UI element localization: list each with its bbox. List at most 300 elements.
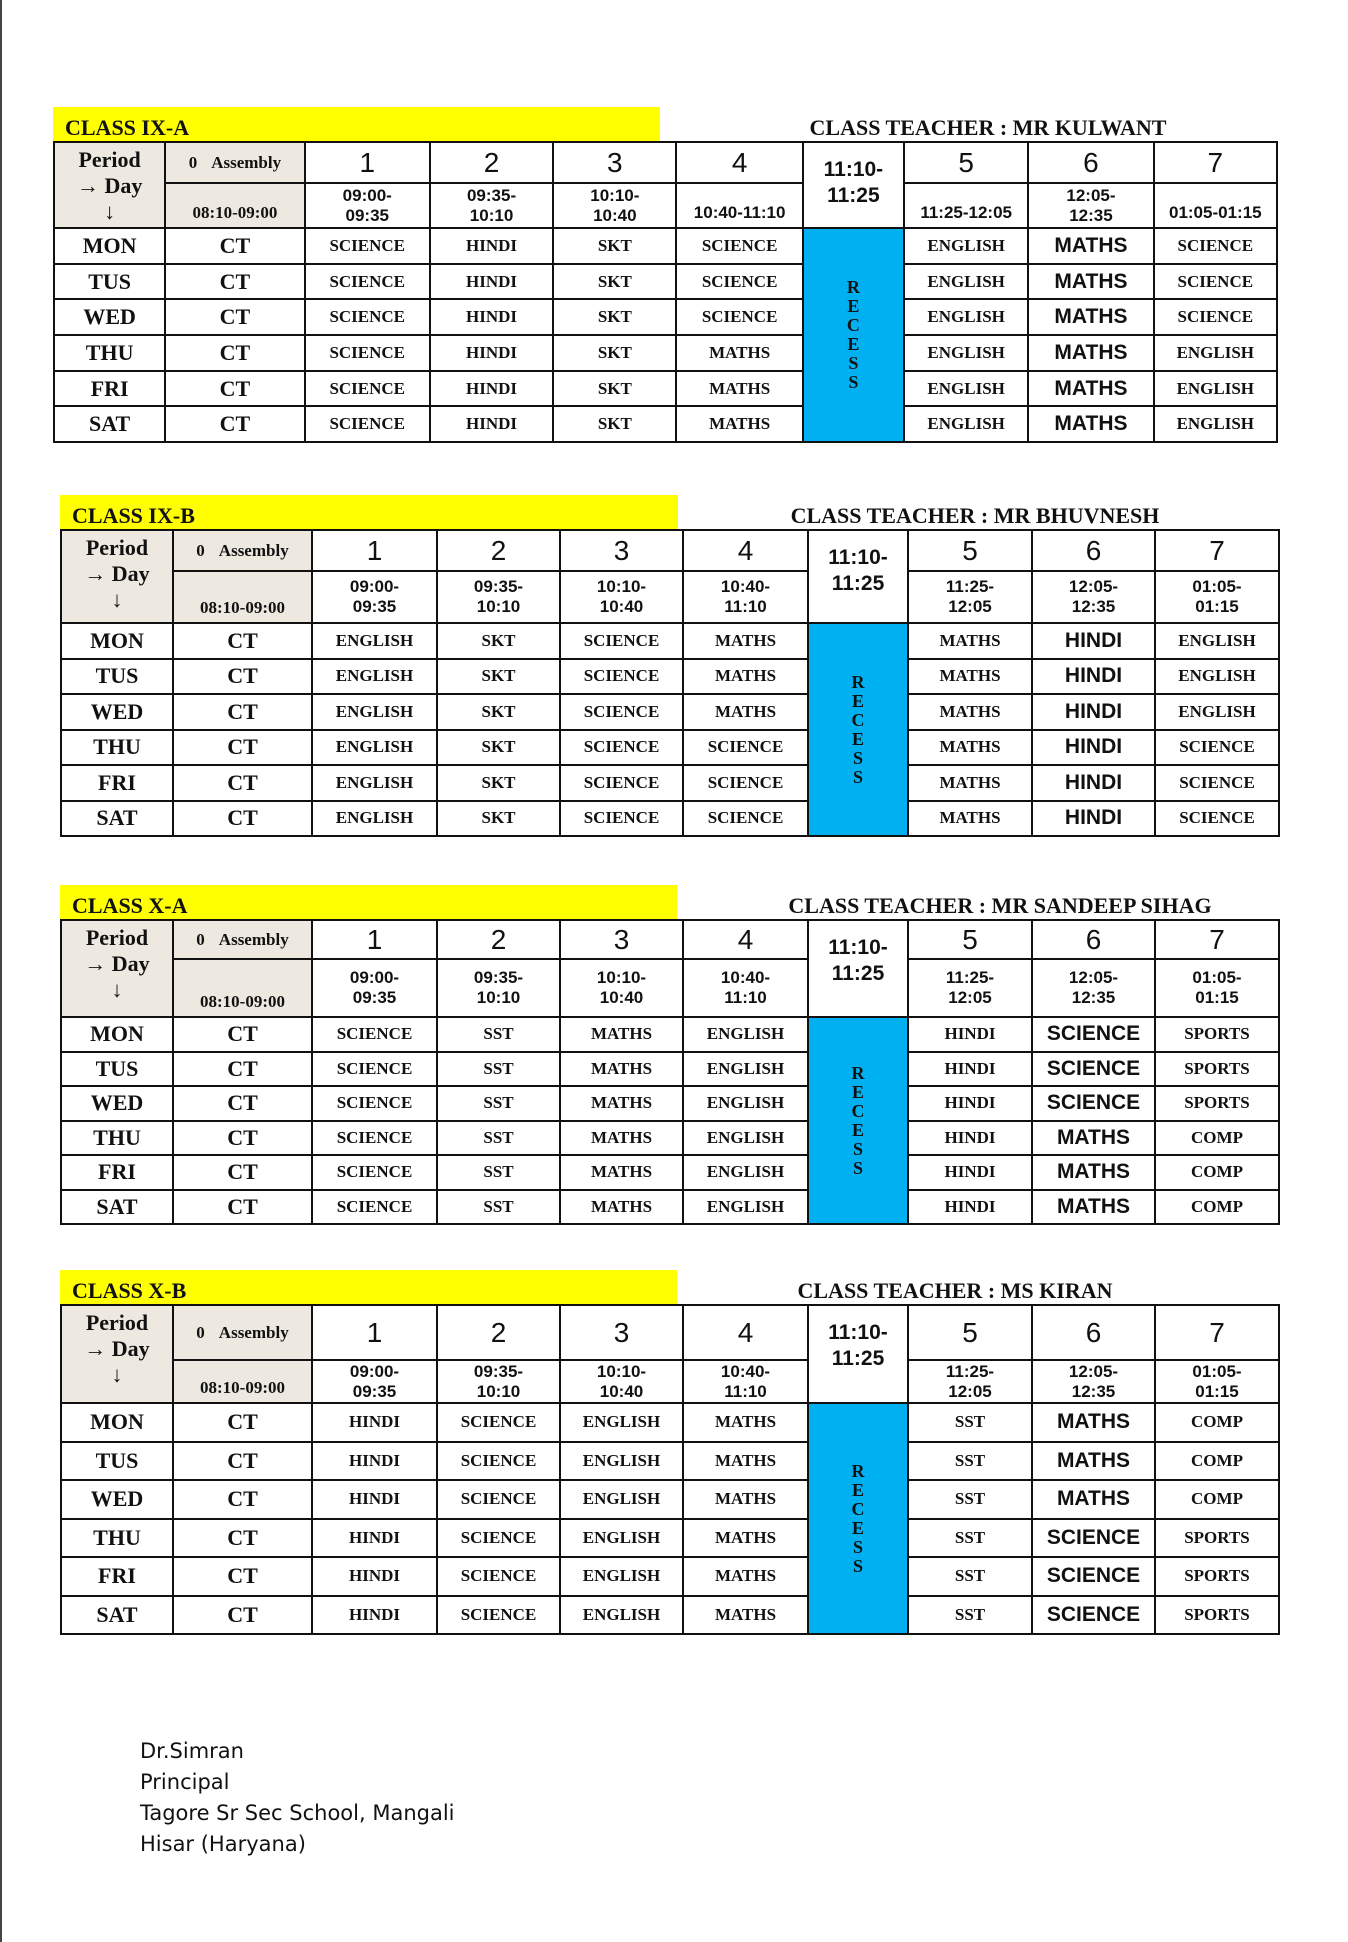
- period-time-line: 09:35-: [473, 968, 524, 987]
- recess-time-line: 11:25: [831, 962, 885, 985]
- recess-letter: E: [851, 1517, 864, 1538]
- period-time-line: 10:40-: [720, 577, 771, 596]
- period-time-6: [1028, 183, 1153, 228]
- subject-cell: MATHS: [1032, 1480, 1155, 1519]
- recess-time-line: 11:25: [831, 1347, 885, 1370]
- subject-cell: SCIENCE: [312, 1121, 437, 1156]
- subject-cell: SKT: [437, 694, 560, 730]
- subject-cell: MATHS: [908, 659, 1032, 695]
- period-time-line: 10:10-: [596, 968, 647, 987]
- subject-cell: MATHS: [683, 694, 808, 730]
- down-arrow-icon: ↓: [111, 977, 123, 1002]
- subject-cell: ENGLISH: [560, 1480, 683, 1519]
- assembly-cell: CT: [173, 1403, 312, 1442]
- table-row-wed: [61, 1086, 1279, 1121]
- recess-letter: E: [851, 728, 864, 749]
- assembly-header: [173, 920, 312, 959]
- day-arrow-label: → Day: [76, 173, 143, 198]
- period-time-line: 10:40: [599, 1381, 644, 1401]
- period-number-2: 2: [430, 142, 553, 183]
- day-label: MON: [54, 228, 165, 264]
- period-number-2: 2: [437, 1305, 560, 1360]
- period-number-7: 7: [1155, 920, 1279, 959]
- table-row-wed: [61, 694, 1279, 730]
- subject-cell: HINDI: [430, 299, 553, 335]
- table-row-thu: [61, 1519, 1279, 1558]
- subject-cell: MATHS: [683, 1596, 808, 1635]
- period-time-line: 10:10: [476, 1381, 521, 1401]
- subject-cell: SCIENCE: [560, 694, 683, 730]
- period-label: Period: [78, 147, 141, 172]
- period-time-2: [437, 959, 560, 1017]
- subject-cell: MATHS: [683, 623, 808, 659]
- timetable: [60, 529, 1280, 837]
- period-time-line: 12:35: [1069, 205, 1113, 225]
- assembly-cell: CT: [173, 1519, 312, 1558]
- assembly-number: 0: [196, 540, 205, 560]
- period-time-3: [553, 183, 676, 228]
- period-time-line: 10:40-: [720, 968, 771, 987]
- subject-cell: SCIENCE: [1154, 264, 1277, 300]
- assembly-number: 0: [196, 929, 205, 949]
- period-time-line: 09:00-: [349, 968, 400, 987]
- subject-cell: SCIENCE: [437, 1596, 560, 1635]
- subject-cell: ENGLISH: [683, 1052, 808, 1087]
- day-label: TUS: [61, 1442, 173, 1481]
- period-number-3: 3: [560, 1305, 683, 1360]
- period-time-5: [908, 1360, 1032, 1403]
- period-time-line: 11:25-: [945, 968, 995, 987]
- subject-cell: SKT: [553, 335, 676, 371]
- period-number-2: 2: [437, 530, 560, 571]
- subject-cell: MATHS: [908, 801, 1032, 837]
- table-row-sat: [61, 1190, 1279, 1225]
- period-number-6: 6: [1028, 142, 1153, 183]
- table-row-thu: [61, 730, 1279, 766]
- assembly-cell: CT: [173, 730, 312, 766]
- period-time-4: [676, 183, 802, 228]
- recess-time-line: 11:10-: [828, 1321, 888, 1344]
- day-label: THU: [61, 730, 173, 766]
- recess-time-header: [808, 530, 908, 623]
- day-label: SAT: [61, 801, 173, 837]
- subject-cell: HINDI: [430, 264, 553, 300]
- period-number-1: 1: [312, 530, 437, 571]
- period-number-7: 7: [1155, 530, 1279, 571]
- down-arrow-icon: ↓: [111, 1362, 123, 1387]
- period-time-2: [437, 1360, 560, 1403]
- header-row-period-numbers: [61, 530, 1279, 571]
- subject-cell: MATHS: [1028, 371, 1153, 407]
- period-time-line: 01:15: [1195, 1381, 1239, 1401]
- period-time-line: 12:35: [1071, 988, 1116, 1007]
- subject-cell: HINDI: [908, 1190, 1032, 1225]
- table-row-sat: [61, 801, 1279, 837]
- assembly-cell: CT: [173, 1190, 312, 1225]
- assembly-cell: CT: [173, 1052, 312, 1087]
- period-number-4: 4: [683, 920, 808, 959]
- class-teacher-label: CLASS TEACHER : MR SANDEEP SIHAG: [788, 893, 1212, 918]
- subject-cell: HINDI: [312, 1442, 437, 1481]
- subject-cell: HINDI: [430, 335, 553, 371]
- subject-cell: SCIENCE: [560, 659, 683, 695]
- subject-cell: HINDI: [430, 228, 553, 264]
- period-number-6: 6: [1032, 920, 1155, 959]
- subject-cell: ENGLISH: [904, 406, 1028, 442]
- timetable-title-row: [53, 107, 1278, 141]
- subject-cell: SCIENCE: [312, 1086, 437, 1121]
- assembly-cell: CT: [165, 299, 304, 335]
- period-time-3: [560, 1360, 683, 1403]
- recess-letter: S: [852, 747, 863, 768]
- assembly-time: 08:10-09:00: [173, 571, 312, 623]
- period-time-line: 12:05-: [1066, 185, 1116, 205]
- day-arrow-label: → Day: [84, 951, 150, 976]
- subject-cell: COMP: [1155, 1190, 1279, 1225]
- assembly-cell: CT: [173, 694, 312, 730]
- period-time-line: 12:05-: [1068, 968, 1119, 987]
- subject-cell: COMP: [1155, 1442, 1279, 1481]
- subject-cell: HINDI: [1032, 623, 1155, 659]
- subject-cell: ENGLISH: [1155, 694, 1279, 730]
- period-number-1: 1: [305, 142, 430, 183]
- period-time-4: [683, 1360, 808, 1403]
- subject-cell: MATHS: [1028, 299, 1153, 335]
- recess-letter: E: [851, 1081, 864, 1102]
- subject-cell: SKT: [437, 659, 560, 695]
- subject-cell: SCIENCE: [560, 730, 683, 766]
- subject-cell: ENGLISH: [904, 335, 1028, 371]
- recess-time-line: 11:25: [831, 572, 885, 595]
- subject-cell: ENGLISH: [312, 694, 437, 730]
- assembly-cell: CT: [165, 335, 304, 371]
- assembly-label: Assembly: [218, 929, 289, 949]
- assembly-label: Assembly: [218, 540, 289, 560]
- timetable: [60, 1304, 1280, 1635]
- table-row-sat: [54, 406, 1277, 442]
- day-label: MON: [61, 1017, 173, 1052]
- period-time-line: 10:10: [476, 597, 521, 616]
- subject-cell: SST: [437, 1086, 560, 1121]
- period-time-line: 01:05-: [1192, 968, 1242, 987]
- period-number-5: 5: [908, 530, 1032, 571]
- period-time-line: 09:35-: [473, 1361, 524, 1381]
- day-label: TUS: [61, 1052, 173, 1087]
- header-row-period-numbers: [61, 920, 1279, 959]
- period-number-5: 5: [908, 1305, 1032, 1360]
- subject-cell: MATHS: [560, 1017, 683, 1052]
- down-arrow-icon: ↓: [104, 199, 116, 224]
- subject-cell: ENGLISH: [683, 1017, 808, 1052]
- period-time-7: [1155, 959, 1279, 1017]
- subject-cell: ENGLISH: [683, 1086, 808, 1121]
- recess-letter: S: [848, 372, 859, 393]
- header-row-period-times: [61, 1360, 1279, 1403]
- header-row-period-numbers: [61, 1305, 1279, 1360]
- subject-cell: COMP: [1155, 1403, 1279, 1442]
- table-row-thu: [61, 1121, 1279, 1156]
- class-label: CLASS X-A: [60, 885, 677, 919]
- table-row-tus: [54, 264, 1277, 300]
- subject-cell: SPORTS: [1155, 1086, 1279, 1121]
- class-label: CLASS IX-A: [53, 107, 660, 141]
- subject-cell: MATHS: [676, 335, 802, 371]
- subject-cell: MATHS: [908, 765, 1032, 801]
- subject-cell: HINDI: [908, 1086, 1032, 1121]
- subject-cell: SCIENCE: [312, 1017, 437, 1052]
- subject-cell: MATHS: [1028, 264, 1153, 300]
- subject-cell: COMP: [1155, 1155, 1279, 1190]
- period-time-line: 10:10: [469, 205, 514, 225]
- day-label: TUS: [61, 659, 173, 695]
- period-time-line: 09:00-: [342, 185, 392, 205]
- subject-cell: SCIENCE: [1155, 730, 1279, 766]
- subject-cell: COMP: [1155, 1480, 1279, 1519]
- down-arrow-icon: ↓: [111, 587, 123, 612]
- recess-time-header: [808, 1305, 908, 1403]
- signature-block: [140, 1736, 455, 1860]
- period-time-5: [908, 571, 1032, 623]
- subject-cell: SCIENCE: [305, 264, 430, 300]
- assembly-cell: CT: [173, 623, 312, 659]
- recess-letter: C: [851, 709, 865, 730]
- period-time-line: 10:10-: [590, 185, 640, 205]
- subject-cell: SCIENCE: [437, 1519, 560, 1558]
- period-number-6: 6: [1032, 530, 1155, 571]
- subject-cell: MATHS: [683, 1442, 808, 1481]
- subject-cell: ENGLISH: [1154, 406, 1277, 442]
- subject-cell: ENGLISH: [683, 1121, 808, 1156]
- assembly-cell: CT: [173, 1557, 312, 1596]
- period-time-line: 11:25-12:05: [920, 203, 1012, 222]
- period-time-line: 12:35: [1071, 1381, 1116, 1401]
- subject-cell: MATHS: [1028, 406, 1153, 442]
- subject-cell: SKT: [553, 406, 676, 442]
- period-time-line: 10:40-11:10: [693, 203, 786, 222]
- period-time-line: 10:40-: [720, 1361, 771, 1381]
- day-label: THU: [54, 335, 165, 371]
- subject-cell: SCIENCE: [312, 1155, 437, 1190]
- subject-cell: HINDI: [430, 371, 553, 407]
- subject-cell: ENGLISH: [1154, 335, 1277, 371]
- period-time-line: 12:05: [948, 988, 992, 1007]
- table-row-wed: [61, 1480, 1279, 1519]
- subject-cell: SKT: [553, 264, 676, 300]
- recess-letter: S: [852, 766, 863, 787]
- subject-cell: SCIENCE: [676, 299, 802, 335]
- subject-cell: HINDI: [312, 1557, 437, 1596]
- subject-cell: ENGLISH: [1155, 623, 1279, 659]
- period-number-4: 4: [683, 530, 808, 571]
- period-time-line: 11:10: [724, 597, 767, 616]
- assembly-cell: CT: [173, 1086, 312, 1121]
- assembly-cell: CT: [173, 801, 312, 837]
- assembly-cell: CT: [173, 765, 312, 801]
- subject-cell: SCIENCE: [437, 1442, 560, 1481]
- recess-letter: S: [852, 1157, 863, 1178]
- assembly-time: 08:10-09:00: [165, 183, 304, 228]
- period-number-4: 4: [683, 1305, 808, 1360]
- table-row-sat: [61, 1596, 1279, 1635]
- table-row-tus: [61, 1052, 1279, 1087]
- period-number-5: 5: [904, 142, 1028, 183]
- timetable-block-class-x-b: [60, 1270, 1278, 1627]
- subject-cell: SCIENCE: [683, 730, 808, 766]
- assembly-cell: CT: [173, 1155, 312, 1190]
- subject-cell: ENGLISH: [904, 228, 1028, 264]
- subject-cell: SCIENCE: [1155, 765, 1279, 801]
- assembly-label: Assembly: [211, 152, 282, 172]
- period-time-6: [1032, 571, 1155, 623]
- table-row-tus: [61, 659, 1279, 695]
- period-time-line: 11:10: [724, 988, 767, 1007]
- subject-cell: SST: [437, 1017, 560, 1052]
- subject-cell: HINDI: [312, 1480, 437, 1519]
- table-row-mon: [61, 1403, 1279, 1442]
- subject-cell: SST: [908, 1442, 1032, 1481]
- day-label: FRI: [61, 1557, 173, 1596]
- subject-cell: SKT: [553, 371, 676, 407]
- period-time-line: 01:15: [1195, 988, 1239, 1007]
- class-label: CLASS IX-B: [60, 495, 678, 529]
- period-time-2: [437, 571, 560, 623]
- recess-time-line: 11:10-: [823, 158, 884, 181]
- subject-cell: MATHS: [560, 1121, 683, 1156]
- assembly-header: [173, 1305, 312, 1360]
- day-label: FRI: [61, 765, 173, 801]
- period-number-4: 4: [676, 142, 802, 183]
- table-row-tus: [61, 1442, 1279, 1481]
- subject-cell: MATHS: [683, 659, 808, 695]
- day-label: WED: [61, 1480, 173, 1519]
- period-time-1: [312, 571, 437, 623]
- header-row-period-numbers: [54, 142, 1277, 183]
- subject-cell: MATHS: [560, 1086, 683, 1121]
- day-label: THU: [61, 1519, 173, 1558]
- subject-cell: SKT: [437, 623, 560, 659]
- day-label: SAT: [54, 406, 165, 442]
- subject-cell: SCIENCE: [305, 228, 430, 264]
- timetable-title-row: [60, 495, 1278, 529]
- subject-cell: MATHS: [1032, 1190, 1155, 1225]
- assembly-cell: CT: [173, 1596, 312, 1635]
- assembly-time: 08:10-09:00: [173, 1360, 312, 1403]
- period-time-5: [908, 959, 1032, 1017]
- timetable-title-row: [60, 1270, 1278, 1304]
- subject-cell: MATHS: [908, 730, 1032, 766]
- subject-cell: ENGLISH: [560, 1519, 683, 1558]
- period-time-line: 11:10: [724, 1381, 767, 1401]
- class-label: CLASS X-B: [60, 1270, 677, 1304]
- subject-cell: SCIENCE: [1154, 299, 1277, 335]
- period-time-line: 10:40: [593, 205, 637, 225]
- period-time-line: 10:40: [599, 988, 644, 1007]
- subject-cell: SCIENCE: [305, 371, 430, 407]
- subject-cell: ENGLISH: [312, 801, 437, 837]
- subject-cell: MATHS: [683, 1557, 808, 1596]
- assembly-header: [165, 142, 304, 183]
- subject-cell: MATHS: [560, 1155, 683, 1190]
- recess-letter: E: [847, 296, 860, 317]
- period-time-line: 12:05-: [1068, 1361, 1119, 1381]
- subject-cell: HINDI: [312, 1519, 437, 1558]
- period-label: Period: [85, 925, 149, 950]
- day-label: SAT: [61, 1596, 173, 1635]
- subject-cell: ENGLISH: [560, 1596, 683, 1635]
- period-time-3: [560, 571, 683, 623]
- recess-letter: R: [846, 277, 860, 298]
- period-number-3: 3: [560, 920, 683, 959]
- recess-letter: C: [851, 1100, 865, 1121]
- period-time-line: 12:05: [948, 1381, 992, 1401]
- subject-cell: SCIENCE: [676, 228, 802, 264]
- period-number-1: 1: [312, 1305, 437, 1360]
- period-label: Period: [85, 1310, 149, 1335]
- recess-letter: C: [851, 1498, 865, 1519]
- subject-cell: HINDI: [908, 1017, 1032, 1052]
- table-row-mon: [61, 623, 1279, 659]
- school-location: Hisar (Haryana): [140, 1832, 306, 1856]
- period-time-line: 11:25-: [945, 1361, 995, 1381]
- subject-cell: SCIENCE: [437, 1403, 560, 1442]
- recess-time-line: 11:10-: [828, 936, 888, 959]
- subject-cell: HINDI: [1032, 730, 1155, 766]
- recess-cell: [803, 228, 904, 442]
- subject-cell: ENGLISH: [904, 371, 1028, 407]
- subject-cell: HINDI: [908, 1052, 1032, 1087]
- subject-cell: MATHS: [1028, 228, 1153, 264]
- period-number-3: 3: [553, 142, 676, 183]
- assembly-cell: CT: [173, 1480, 312, 1519]
- subject-cell: SCIENCE: [305, 299, 430, 335]
- period-number-1: 1: [312, 920, 437, 959]
- subject-cell: HINDI: [908, 1121, 1032, 1156]
- principal-designation: Principal: [140, 1770, 230, 1794]
- period-time-line: 09:35-: [466, 185, 517, 205]
- timetable: [60, 919, 1280, 1225]
- subject-cell: ENGLISH: [683, 1190, 808, 1225]
- subject-cell: ENGLISH: [1154, 371, 1277, 407]
- subject-cell: SPORTS: [1155, 1017, 1279, 1052]
- table-row-fri: [54, 371, 1277, 407]
- subject-cell: HINDI: [908, 1155, 1032, 1190]
- table-row-mon: [54, 228, 1277, 264]
- period-time-line: 10:10-: [596, 1361, 647, 1381]
- subject-cell: SCIENCE: [305, 335, 430, 371]
- period-number-6: 6: [1032, 1305, 1155, 1360]
- period-day-header: [54, 142, 165, 228]
- period-time-line: 09:35: [352, 1381, 397, 1401]
- period-time-2: [430, 183, 553, 228]
- assembly-header: [173, 530, 312, 571]
- subject-cell: MATHS: [683, 1480, 808, 1519]
- subject-cell: MATHS: [676, 371, 802, 407]
- recess-time-line: 11:10-: [828, 546, 888, 569]
- assembly-cell: CT: [165, 264, 304, 300]
- header-row-period-times: [54, 183, 1277, 228]
- assembly-label: Assembly: [218, 1322, 289, 1342]
- period-time-4: [683, 571, 808, 623]
- period-time-line: 01:15: [1195, 597, 1239, 616]
- school-name: Tagore Sr Sec School, Mangali: [140, 1801, 455, 1825]
- subject-cell: SCIENCE: [312, 1052, 437, 1087]
- recess-letter: R: [851, 1460, 865, 1481]
- recess-letter: R: [851, 1062, 865, 1083]
- subject-cell: SCIENCE: [676, 264, 802, 300]
- subject-cell: SCIENCE: [560, 765, 683, 801]
- subject-cell: MATHS: [1032, 1121, 1155, 1156]
- day-label: SAT: [61, 1190, 173, 1225]
